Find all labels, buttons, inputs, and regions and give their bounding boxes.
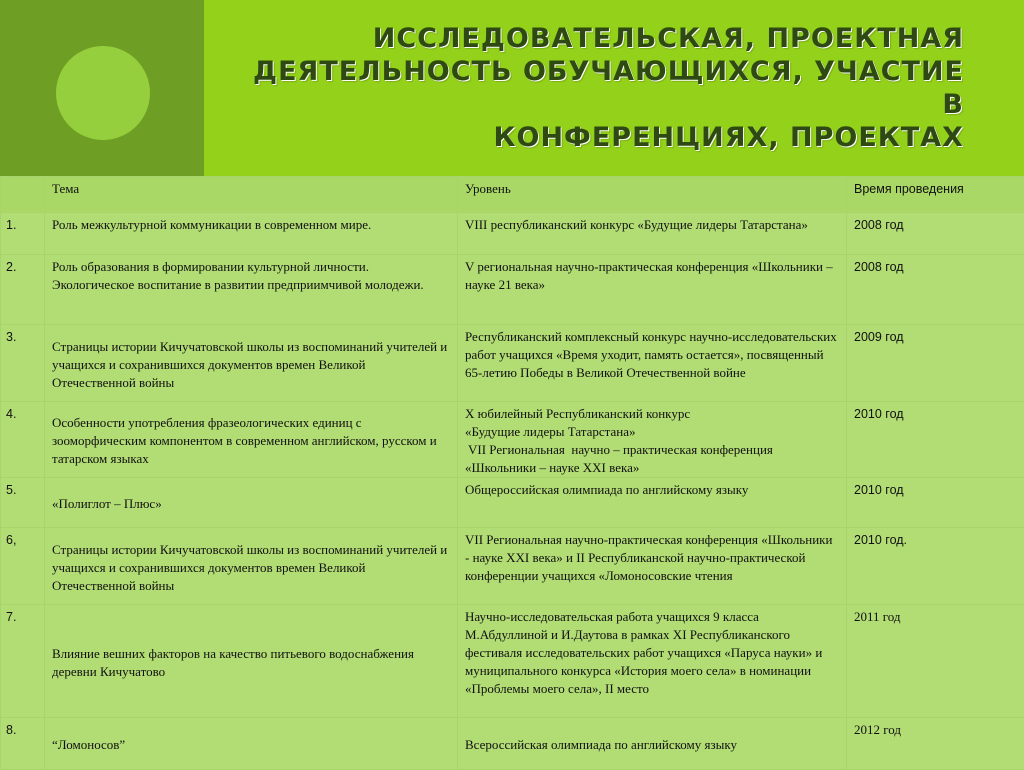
row-time: 2008 год bbox=[847, 213, 1024, 255]
title-line-3: КОНФЕРЕНЦИЯХ, ПРОЕКТАХ bbox=[244, 121, 964, 154]
row-level: Всероссийская олимпиада по английскому языку bbox=[458, 718, 847, 770]
row-level: VII Региональная научно-практическая конференция «Школьники - науке XXI века» и II Республиканской научно-практической конференции учащихся «Ломоносовские чтения bbox=[458, 528, 847, 605]
circle-decoration bbox=[56, 46, 150, 140]
table-row bbox=[1, 478, 1024, 528]
row-level: Научно-исследовательская работа учащихся 9 класса М.Абдуллиной и И.Даутова в рамках XI Республиканского фестиваля исследовательских работ учащихся «Паруса науки» и муниципального конкурса «История моего села» в номинации «Проблемы моего села», II место bbox=[458, 605, 847, 718]
slide-title bbox=[244, 22, 964, 154]
row-num: 4. bbox=[1, 402, 45, 478]
row-time: 2010 год bbox=[847, 478, 1024, 528]
row-level: Общероссийская олимпиада по английскому языку bbox=[458, 478, 847, 528]
header-level: Уровень bbox=[458, 177, 847, 213]
row-num: 2. bbox=[1, 255, 45, 325]
title-line-1: ИССЛЕДОВАТЕЛЬСКАЯ, ПРОЕКТНАЯ bbox=[244, 22, 964, 55]
header-time: Время проведения bbox=[847, 177, 1024, 213]
row-topic: Влияние вешних факторов на качество питьевого водоснабжения деревни Кичучатово bbox=[45, 605, 458, 718]
level-line: X юбилейный Республиканский конкурс bbox=[465, 405, 839, 423]
row-time: 2010 год. bbox=[847, 528, 1024, 605]
row-num: 3. bbox=[1, 325, 45, 402]
row-time: 2010 год bbox=[847, 402, 1024, 478]
row-num: 8. bbox=[1, 718, 45, 770]
level-line: VII Региональная научно – практическая конференция bbox=[465, 441, 839, 459]
corner-decoration bbox=[0, 0, 204, 176]
row-time: 2012 год bbox=[847, 718, 1024, 770]
row-time: 2008 год bbox=[847, 255, 1024, 325]
row-topic: Особенности употребления фразеологических единиц с зооморфическим компонентом в современном английском, русском и татарском языках bbox=[45, 402, 458, 478]
table-row bbox=[1, 255, 1024, 325]
table-row bbox=[1, 528, 1024, 605]
row-num: 6, bbox=[1, 528, 45, 605]
row-num: 5. bbox=[1, 478, 45, 528]
level-line: «Школьники – науке XXI века» bbox=[465, 459, 839, 477]
header-topic: Тема bbox=[45, 177, 458, 213]
title-line-2: ДЕЯТЕЛЬНОСТЬ ОБУЧАЮЩИХСЯ, УЧАСТИЕ В bbox=[244, 55, 964, 121]
row-topic: «Полиглот – Плюс» bbox=[45, 478, 458, 528]
row-num: 1. bbox=[1, 213, 45, 255]
table-header-row bbox=[1, 177, 1024, 213]
row-level: V региональная научно-практическая конференция «Школьники – науке 21 века» bbox=[458, 255, 847, 325]
row-level: Республиканский комплексный конкурс научно-исследовательских работ учащихся «Время уходит, память остается», посвященный 65-летию Победы в Великой Отечественной войне bbox=[458, 325, 847, 402]
row-level: VIII республиканский конкурс «Будущие лидеры Татарстана» bbox=[458, 213, 847, 255]
table-row bbox=[1, 718, 1024, 770]
row-num: 7. bbox=[1, 605, 45, 718]
row-time: 2011 год bbox=[847, 605, 1024, 718]
table-row bbox=[1, 325, 1024, 402]
row-level bbox=[458, 402, 847, 478]
header-num bbox=[1, 177, 45, 213]
row-topic: Роль образования в формировании культурной личности. Экологическое воспитание в развитии предприимчивой молодежи. bbox=[45, 255, 458, 325]
row-topic: Роль межкультурной коммуникации в современном мире. bbox=[45, 213, 458, 255]
table-row bbox=[1, 402, 1024, 478]
row-topic: “Ломоносов” bbox=[45, 718, 458, 770]
row-topic: Страницы истории Кичучатовской школы из воспоминаний учителей и учащихся и сохранившихся документов времен Великой Отечественной войны bbox=[45, 528, 458, 605]
row-topic: Страницы истории Кичучатовской школы из воспоминаний учителей и учащихся и сохранившихся документов времен Великой Отечественной войны bbox=[45, 325, 458, 402]
row-time: 2009 год bbox=[847, 325, 1024, 402]
table-row bbox=[1, 213, 1024, 255]
slide-header bbox=[0, 0, 1024, 176]
activities-table bbox=[0, 176, 1024, 770]
table-row bbox=[1, 605, 1024, 718]
level-line: «Будущие лидеры Татарстана» bbox=[465, 423, 839, 441]
